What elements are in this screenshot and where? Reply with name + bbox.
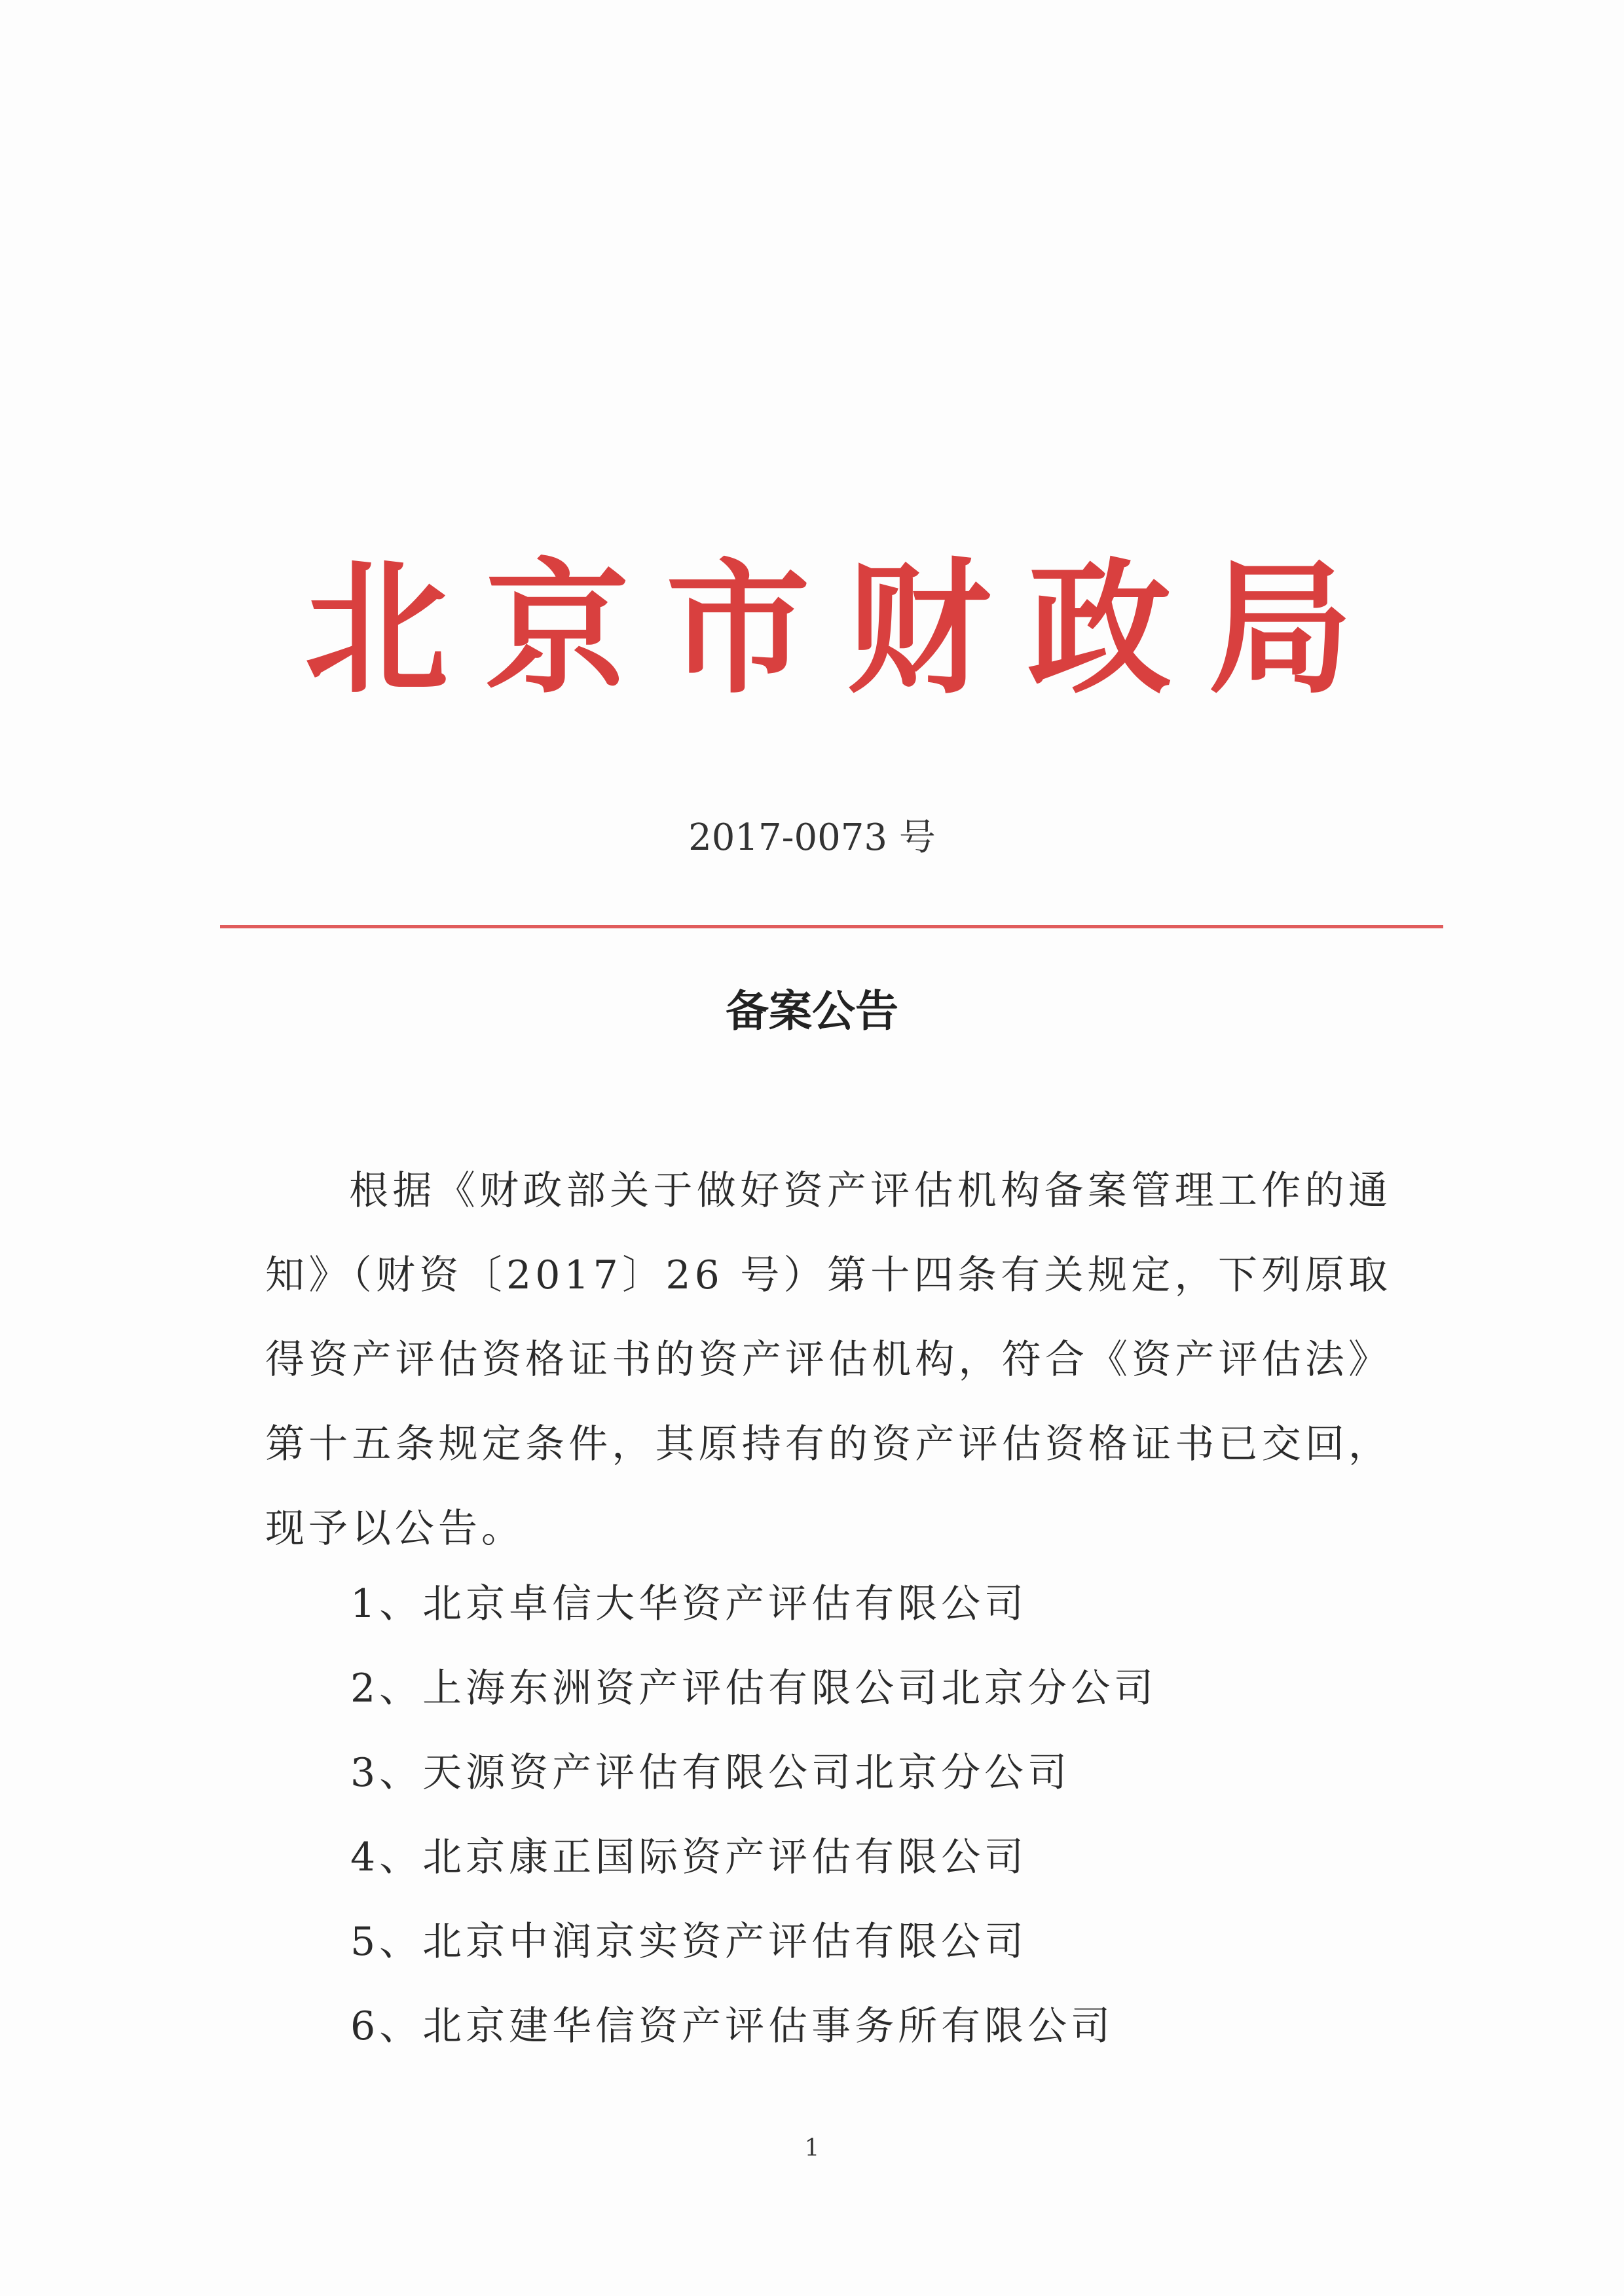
red-divider xyxy=(220,925,1443,928)
issuer-header xyxy=(298,543,1359,714)
document-number: 2017-0073 号 xyxy=(688,816,936,859)
organization-item: 4、北京康正国际资产评估有限公司 xyxy=(350,1834,1028,1880)
issuer-header-char: 财 xyxy=(846,543,991,713)
organization-item: 5、北京中润京实资产评估有限公司 xyxy=(350,1919,1028,1965)
body-paragraph: 根据《财政部关于做好资产评估机构备案管理工作的通知》（财资〔2017〕26 号）第十四条有关规定，下列原取得资产评估资格证书的资产评估机构，符合《资产评估法》第十五条规定条件，其原持有的资产评估资格证书已交回，现予以公告。 xyxy=(265,1168,1392,1552)
page-number: 1 xyxy=(804,2135,820,2162)
issuer-header-char: 政 xyxy=(1027,543,1172,713)
organization-item: 2、上海东洲资产评估有限公司北京分公司 xyxy=(350,1666,1158,1711)
issuer-header-char: 局 xyxy=(1208,543,1352,713)
organization-item: 6、北京建华信资产评估事务所有限公司 xyxy=(350,2003,1115,2049)
issuer-header-char: 市 xyxy=(665,543,810,713)
notice-title: 备案公告 xyxy=(726,986,898,1036)
organization-list xyxy=(350,1562,1398,2069)
organization-item: 3、天源资产评估有限公司北京分公司 xyxy=(350,1750,1071,1796)
issuer-header-char: 京 xyxy=(485,543,629,713)
issuer-header-char: 北 xyxy=(304,543,449,713)
organization-item: 1、北京卓信大华资产评估有限公司 xyxy=(350,1581,1028,1627)
